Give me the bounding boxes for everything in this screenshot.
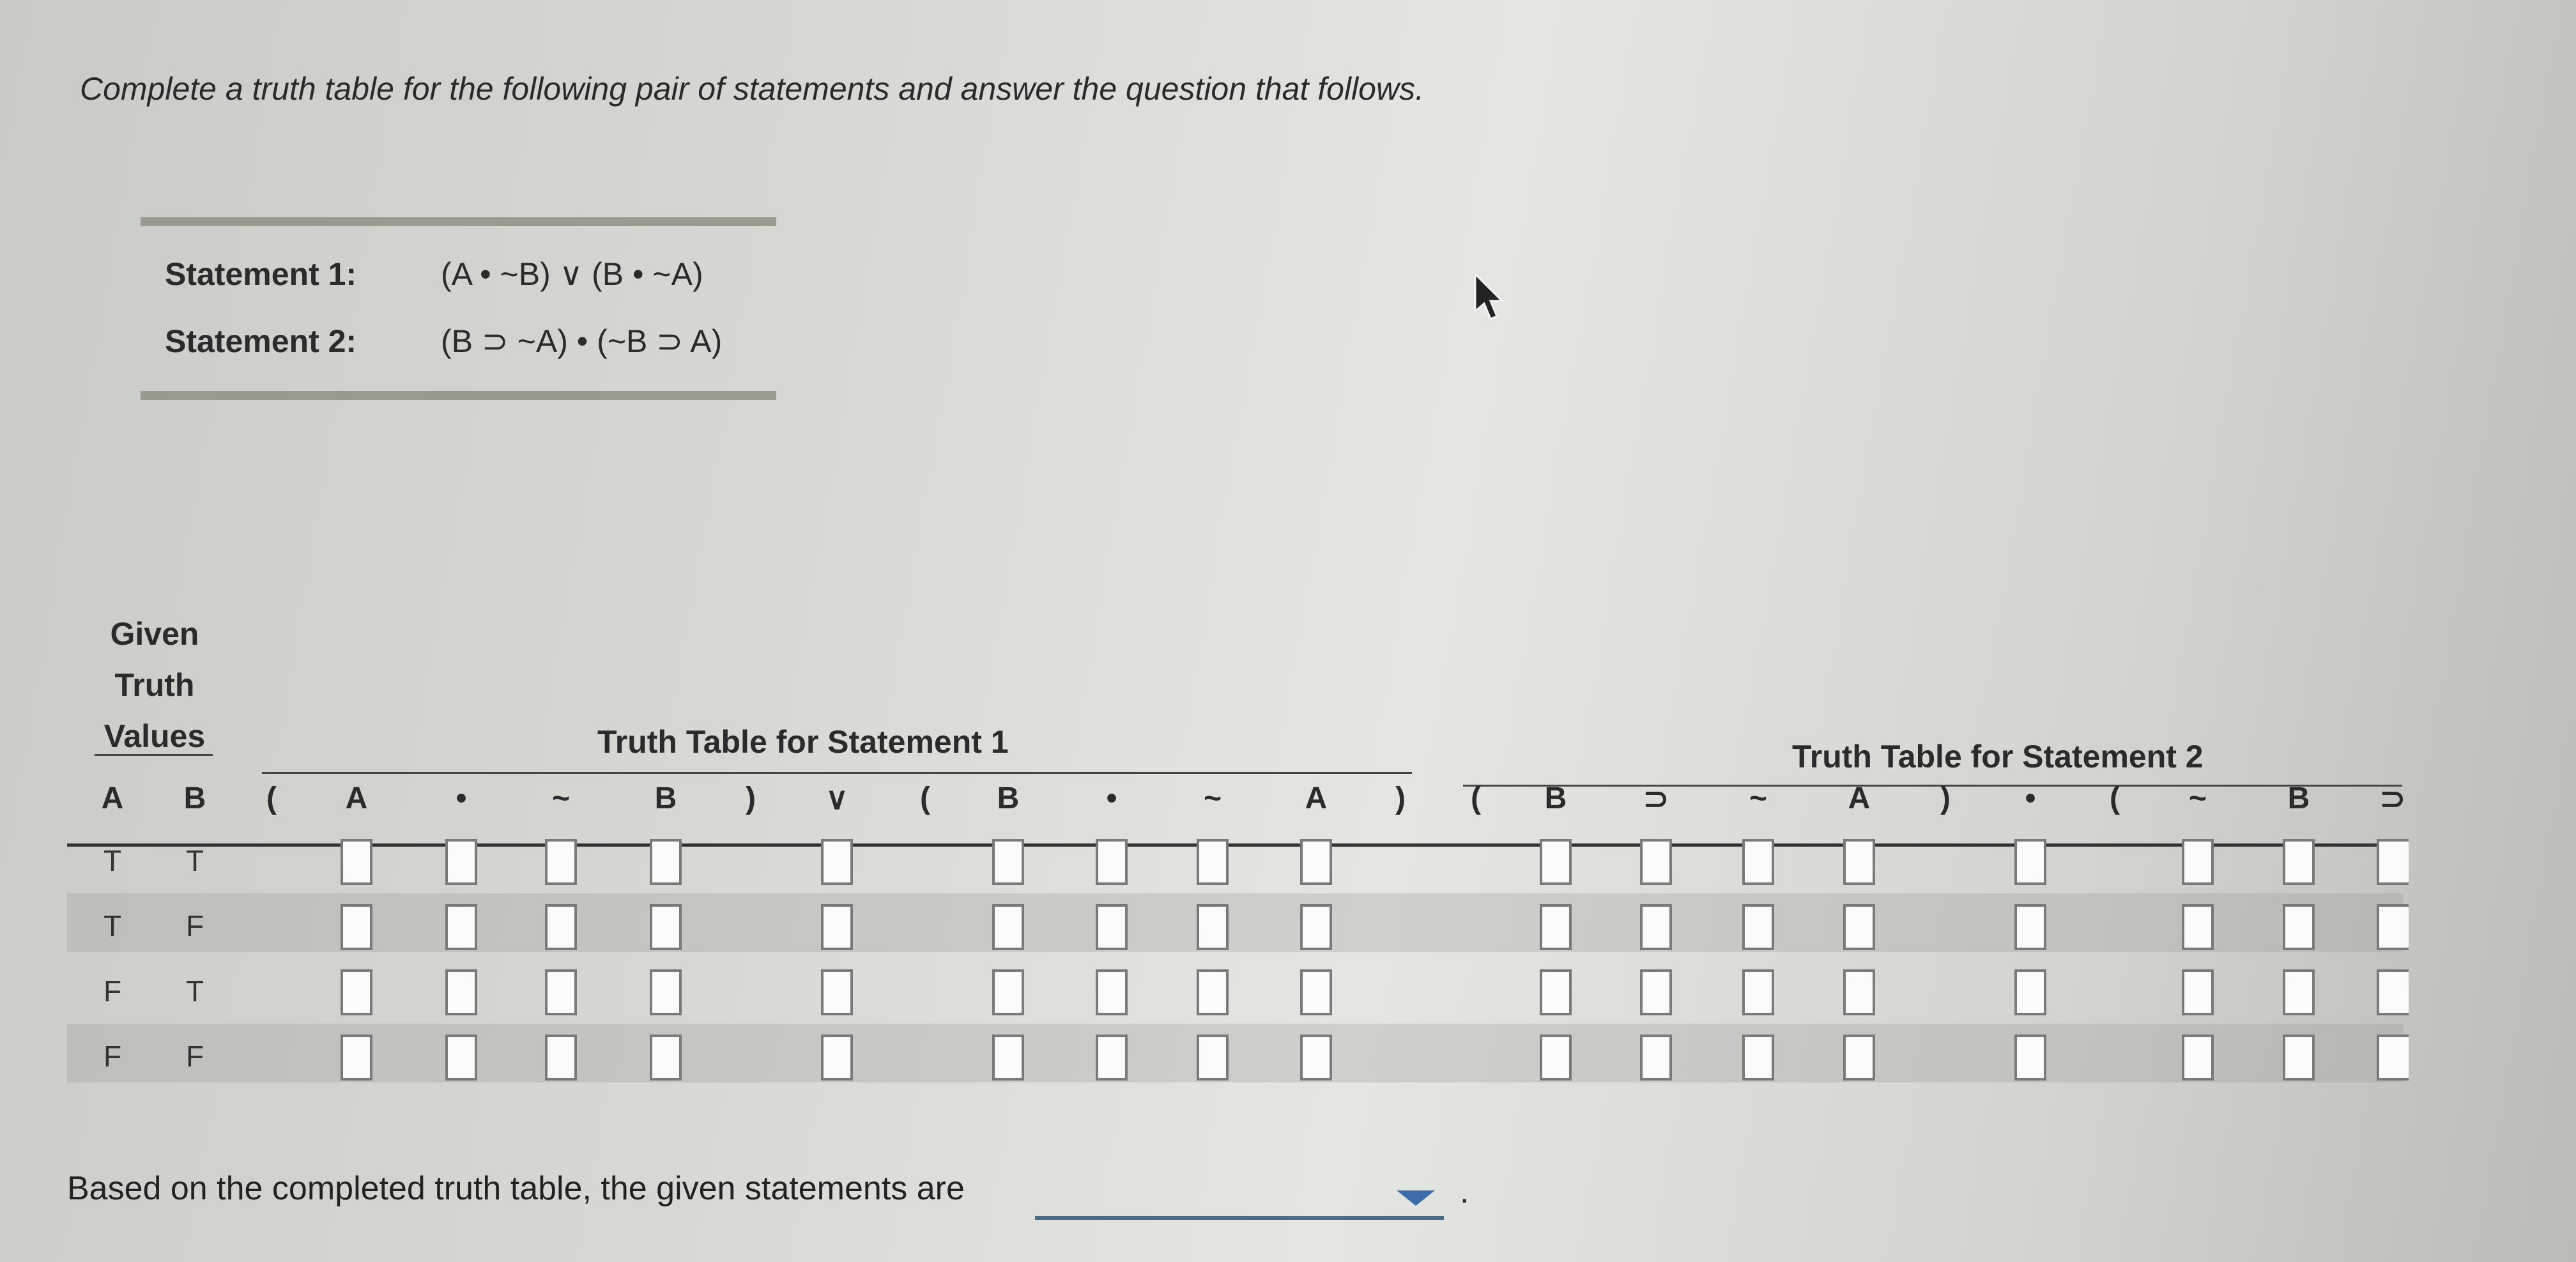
s1-b-row-2-input[interactable] [650,904,682,950]
s1-tilde-row-3-input[interactable] [545,969,577,1015]
s1-a2-row-1-input[interactable] [1300,839,1332,885]
s2-col-tilde-2: ~ [2188,781,2207,815]
s1-dot-row-3-input[interactable] [445,969,477,1015]
s2-tilde-row-4-input[interactable] [1742,1035,1774,1081]
s1-or-row-4-input[interactable] [821,1035,853,1081]
s2-b-row-3-input[interactable] [1540,969,1572,1015]
table-2-title: Truth Table for Statement 2 [1792,739,2204,774]
statement-2-label: Statement 2: [165,323,357,359]
statement-1-label: Statement 1: [165,256,357,292]
given-b-row-1: T [185,844,204,877]
s2-implies2-row-1-input[interactable] [2377,839,2409,885]
s1-dot2-row-2-input[interactable] [1096,904,1128,950]
s2-dot-row-4-input[interactable] [2014,1035,2046,1081]
s2-implies-row-3-input[interactable] [1640,969,1672,1015]
s1-a2-row-2-input[interactable] [1300,904,1332,950]
s1-b2-row-1-input[interactable] [992,839,1024,885]
s1-dot2-row-1-input[interactable] [1096,839,1128,885]
s1-col-or: ∨ [825,782,848,816]
s1-tilde2-row-2-input[interactable] [1197,904,1229,950]
answer-dropdown[interactable] [1035,1173,1444,1220]
header-rule [67,843,2404,847]
s1-col-tilde-2: ~ [1203,781,1222,815]
s1-a2-row-3-input[interactable] [1300,969,1332,1015]
s2-tilde2-row-1-input[interactable] [2182,839,2214,885]
s1-col-close-paren: ) [746,781,756,815]
s2-tilde-row-1-input[interactable] [1742,839,1774,885]
s2-tilde-row-3-input[interactable] [1742,969,1774,1015]
s2-b-row-1-input[interactable] [1540,839,1572,885]
row-band-4 [67,1024,2404,1082]
s1-tilde-row-1-input[interactable] [545,839,577,885]
s1-or-row-3-input[interactable] [821,969,853,1015]
s2-b2-row-4-input[interactable] [2283,1035,2315,1081]
s2-col-b: B [1544,781,1567,815]
s2-a-row-1-input[interactable] [1843,839,1875,885]
s1-dot-row-1-input[interactable] [445,839,477,885]
s1-tilde-row-2-input[interactable] [545,904,577,950]
s1-b-row-3-input[interactable] [650,969,682,1015]
given-heading-line-3: Values [103,718,206,754]
s2-col-a: A [1848,781,1871,815]
s2-tilde2-row-4-input[interactable] [2182,1035,2214,1081]
s2-dot-row-3-input[interactable] [2014,969,2046,1015]
s2-implies-row-1-input[interactable] [1640,839,1672,885]
s2-implies2-row-3-input[interactable] [2377,969,2409,1015]
chevron-down-icon [1397,1190,1435,1206]
s1-col-b: B [654,781,677,815]
s2-b-row-2-input[interactable] [1540,904,1572,950]
conclusion-text: Based on the completed truth table, the given statements are [67,1170,965,1207]
s1-a-row-1-input[interactable] [341,839,372,885]
s2-a-row-4-input[interactable] [1843,1035,1875,1081]
s2-tilde2-row-3-input[interactable] [2182,969,2214,1015]
s1-col-b-2: B [997,781,1020,815]
given-b-row-3: T [185,974,204,1008]
given-a-row-3: F [103,974,122,1008]
s1-dot-row-4-input[interactable] [445,1035,477,1081]
given-col-a: A [101,781,124,815]
given-col-b: B [183,781,206,815]
s2-col-b-2: B [2287,781,2310,815]
s1-dot-row-2-input[interactable] [445,904,477,950]
s1-b2-row-3-input[interactable] [992,969,1024,1015]
s2-col-implies-2: ⊃ [2379,782,2406,816]
s1-b-row-1-input[interactable] [650,839,682,885]
s1-col-close-paren-2: ) [1395,781,1406,815]
s1-a-row-4-input[interactable] [341,1035,372,1081]
statements-top-rule [141,217,776,226]
instructions-text: Complete a truth table for the following pair of statements and answer the question that follows. [80,71,1424,107]
s1-col-a: A [345,781,368,815]
s2-a-row-2-input[interactable] [1843,904,1875,950]
s1-a-row-2-input[interactable] [341,904,372,950]
s1-tilde2-row-4-input[interactable] [1197,1035,1229,1081]
given-heading-line-2: Truth [114,667,195,703]
s1-or-row-1-input[interactable] [821,839,853,885]
s2-tilde-row-2-input[interactable] [1742,904,1774,950]
s1-b-row-4-input[interactable] [650,1035,682,1081]
given-a-row-1: T [103,844,122,877]
s2-implies2-row-2-input[interactable] [2377,904,2409,950]
given-b-row-2: F [185,909,204,943]
s2-col-tilde: ~ [1749,781,1768,815]
s2-tilde2-row-2-input[interactable] [2182,904,2214,950]
s1-b2-row-2-input[interactable] [992,904,1024,950]
s1-col-open-paren: ( [266,781,277,815]
s1-a-row-3-input[interactable] [341,969,372,1015]
s1-tilde-row-4-input[interactable] [545,1035,577,1081]
s1-col-tilde: ~ [551,781,571,815]
s2-b2-row-1-input[interactable] [2283,839,2315,885]
s2-dot-row-1-input[interactable] [2014,839,2046,885]
given-a-row-2: T [103,909,122,943]
s2-col-dot: • [2025,781,2036,815]
s1-col-dot: • [456,781,467,815]
s1-dot2-row-4-input[interactable] [1096,1035,1128,1081]
s1-a2-row-4-input[interactable] [1300,1035,1332,1081]
given-b-row-4: F [185,1040,204,1073]
conclusion-period: . [1460,1173,1469,1210]
s2-implies2-row-4-input[interactable] [2377,1035,2409,1081]
statement-2-formula: (B ⊃ ~A) • (~B ⊃ A) [441,323,723,359]
given-a-row-4: F [103,1040,122,1073]
s1-tilde2-row-1-input[interactable] [1197,839,1229,885]
table-1-title-rule [262,772,1412,774]
s1-b2-row-4-input[interactable] [992,1035,1024,1081]
given-heading-line-1: Given [110,616,199,652]
given-heading-underline [95,754,213,756]
s2-col-open-paren: ( [1471,781,1481,815]
s1-or-row-2-input[interactable] [821,904,853,950]
s1-tilde2-row-3-input[interactable] [1197,969,1229,1015]
statement-1-formula: (A • ~B) ∨ (B • ~A) [441,256,703,292]
s1-dot2-row-3-input[interactable] [1096,969,1128,1015]
s2-dot-row-2-input[interactable] [2014,904,2046,950]
s2-col-close-paren: ) [1940,781,1951,815]
s1-col-dot-2: • [1106,781,1117,815]
s2-b-row-4-input[interactable] [1540,1035,1572,1081]
table-1-title: Truth Table for Statement 1 [597,724,1009,760]
s1-col-open-paren-2: ( [920,781,930,815]
s2-a-row-3-input[interactable] [1843,969,1875,1015]
statements-bottom-rule [141,391,776,400]
s1-col-a-2: A [1305,781,1328,815]
s2-b2-row-2-input[interactable] [2283,904,2315,950]
mouse-pointer-icon [1473,272,1511,323]
s2-implies-row-2-input[interactable] [1640,904,1672,950]
s2-b2-row-3-input[interactable] [2283,969,2315,1015]
s2-col-implies: ⊃ [1643,782,1669,816]
s2-implies-row-4-input[interactable] [1640,1035,1672,1081]
row-band-2 [67,893,2404,952]
s2-col-open-paren-2: ( [2110,781,2120,815]
